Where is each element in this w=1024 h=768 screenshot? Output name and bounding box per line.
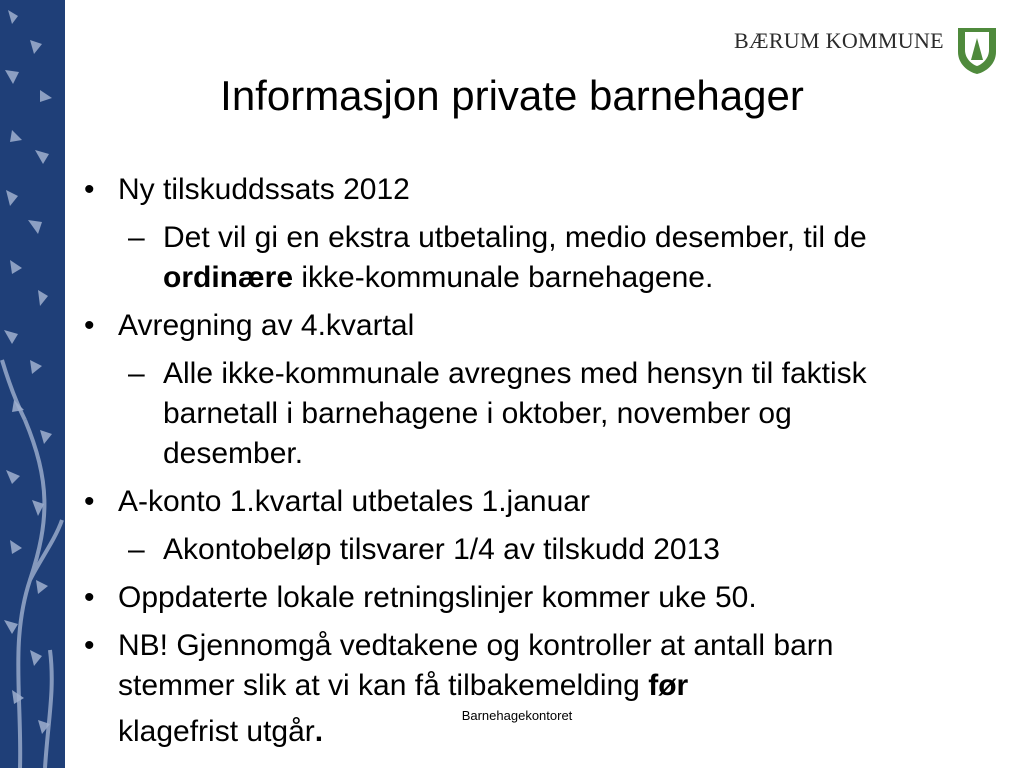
shield-icon: [956, 26, 998, 76]
bullet-text: Avregning av 4.kvartal: [118, 309, 415, 342]
sub-bullet-item: [78, 530, 938, 570]
bullet-text: NB! Gjennomgå vedtakene og kontroller at antall barn stemmer slik at vi kan få tilbakemelding: [118, 629, 834, 702]
sub-bullet-text: Akontobeløp tilsvarer 1/4 av tilskudd 2013: [163, 533, 720, 566]
bullet-item: [78, 306, 938, 346]
sub-bullet-item: [78, 218, 938, 298]
logo-text: BÆRUM KOMMUNE: [734, 28, 944, 53]
sub-bullet-text: ikke-kommunale barnehagene.: [293, 261, 714, 294]
slide-body: [78, 162, 938, 758]
bullet-text: Oppdaterte lokale retningslinjer kommer uke 50.: [118, 581, 757, 614]
bullet-text: A-konto 1.kvartal utbetales 1.januar: [118, 485, 590, 518]
bullet-marker: •: [84, 309, 95, 342]
emphasis-text: .: [314, 715, 324, 748]
bullet-item: [78, 626, 938, 758]
footer-text: Barnehagekontoret: [461, 708, 573, 723]
sub-bullet-text: Det vil gi en ekstra utbetaling, medio desember, til de: [163, 221, 867, 254]
bullet-item: [78, 170, 938, 210]
slide-title: Informasjon private barnehager: [220, 72, 804, 119]
bullet-marker: •: [84, 581, 95, 614]
dash-marker: –: [128, 533, 145, 566]
bullet-text: Ny tilskuddssats 2012: [118, 173, 410, 206]
bullet-item: [78, 482, 938, 522]
emphasis-text: ordinære: [163, 261, 294, 294]
bullet-marker: •: [84, 629, 95, 662]
bullet-marker: •: [84, 173, 95, 206]
sub-bullet-text: Alle ikke-kommunale avregnes med hensyn til faktisk barnetall i barnehagene i oktober, november og desember.: [163, 357, 867, 470]
dash-marker: –: [128, 221, 145, 254]
sub-bullet-item: [78, 354, 938, 474]
bullet-marker: •: [84, 485, 95, 518]
bullet-item: [78, 578, 938, 618]
bullet-text: klagefrist utgår: [118, 715, 315, 748]
baerum-kommune-logo: [734, 26, 1000, 78]
dash-marker: –: [128, 357, 145, 390]
emphasis-text: før: [648, 669, 689, 702]
